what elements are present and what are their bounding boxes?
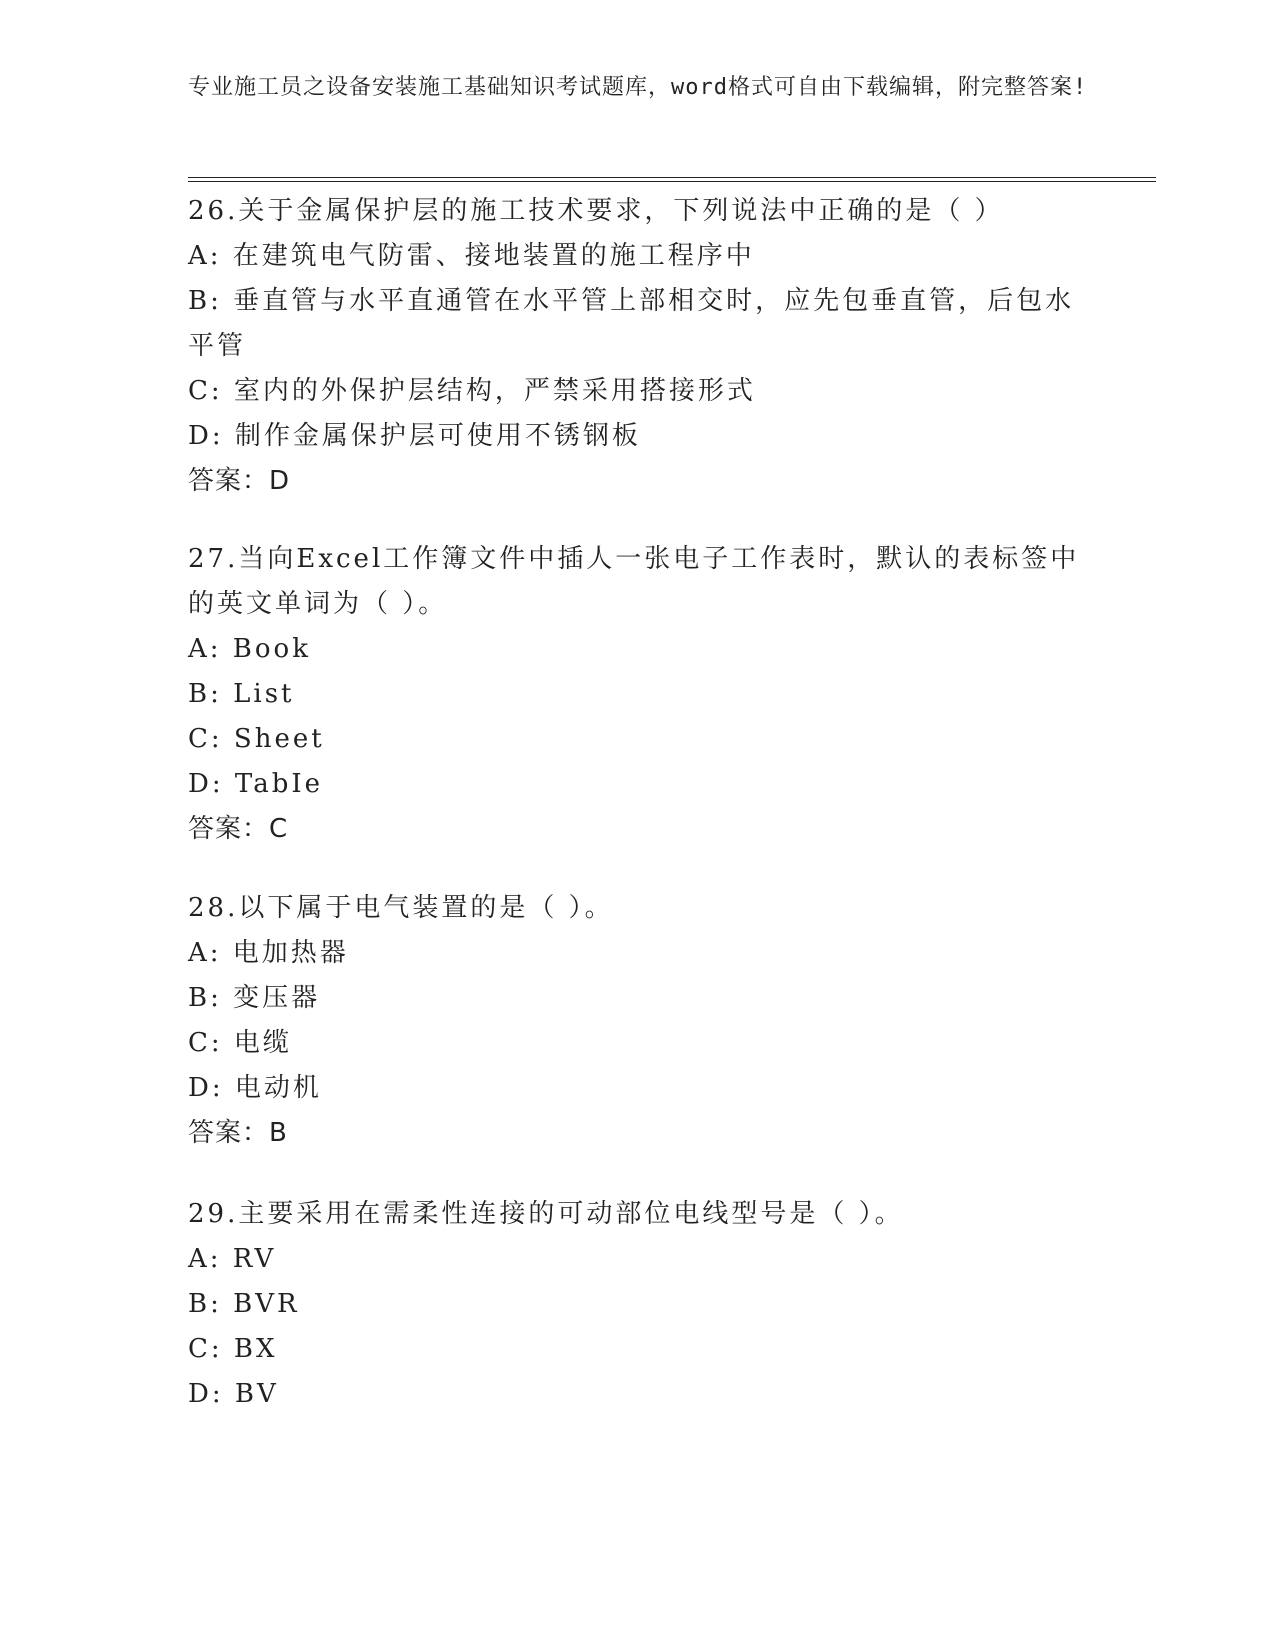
option-d: D: BV (188, 1379, 279, 1409)
option-d: D: 制作金属保护层可使用不锈钢板 (188, 421, 641, 451)
question-stem: 27.当向Excel工作簿文件中插人一张电子工作表时，默认的表标签中的英文单词为（ ）。 (188, 544, 1080, 619)
question-stem: 26.关于金属保护层的施工技术要求，下列说法中正确的是（ ） (188, 196, 1004, 226)
option-a: A: Book (188, 634, 311, 664)
option-b: B: 垂直管与水平直通管在水平管上部相交时，应先包垂直管，后包水平管 (188, 286, 1075, 361)
option-d: D: 电动机 (188, 1073, 322, 1103)
option-a: A: 在建筑电气防雷、接地装置的施工程序中 (188, 241, 755, 271)
option-c: C: 电缆 (188, 1028, 292, 1058)
option-c: C: BX (188, 1334, 278, 1364)
answer: 答案：C (188, 814, 289, 844)
answer: 答案：B (188, 1118, 288, 1148)
header-text: 专业施工员之设备安装施工基础知识考试题库，word格式可自由下载编辑，附完整答案! (188, 75, 1088, 100)
option-a: A: 电加热器 (188, 938, 349, 968)
option-c: C: Sheet (188, 724, 325, 754)
header-divider-top (188, 177, 1156, 178)
question-27 (188, 537, 1088, 852)
question-stem: 29.主要采用在需柔性连接的可动部位电线型号是（ ）。 (188, 1199, 904, 1229)
question-29 (188, 1192, 1088, 1417)
question-26 (188, 189, 1088, 504)
answer: 答案：D (188, 466, 291, 496)
document-header (188, 72, 1088, 103)
option-c: C: 室内的外保护层结构，严禁采用搭接形式 (188, 376, 756, 406)
option-b: B: List (188, 679, 295, 709)
question-28 (188, 886, 1088, 1156)
option-b: B: 变压器 (188, 983, 321, 1013)
option-d: D: TabIe (188, 769, 323, 799)
option-b: B: BVR (188, 1289, 300, 1319)
question-stem: 28.以下属于电气装置的是（ ）。 (188, 893, 614, 923)
option-a: A: RV (188, 1244, 277, 1274)
header-divider-bottom (188, 181, 1156, 182)
